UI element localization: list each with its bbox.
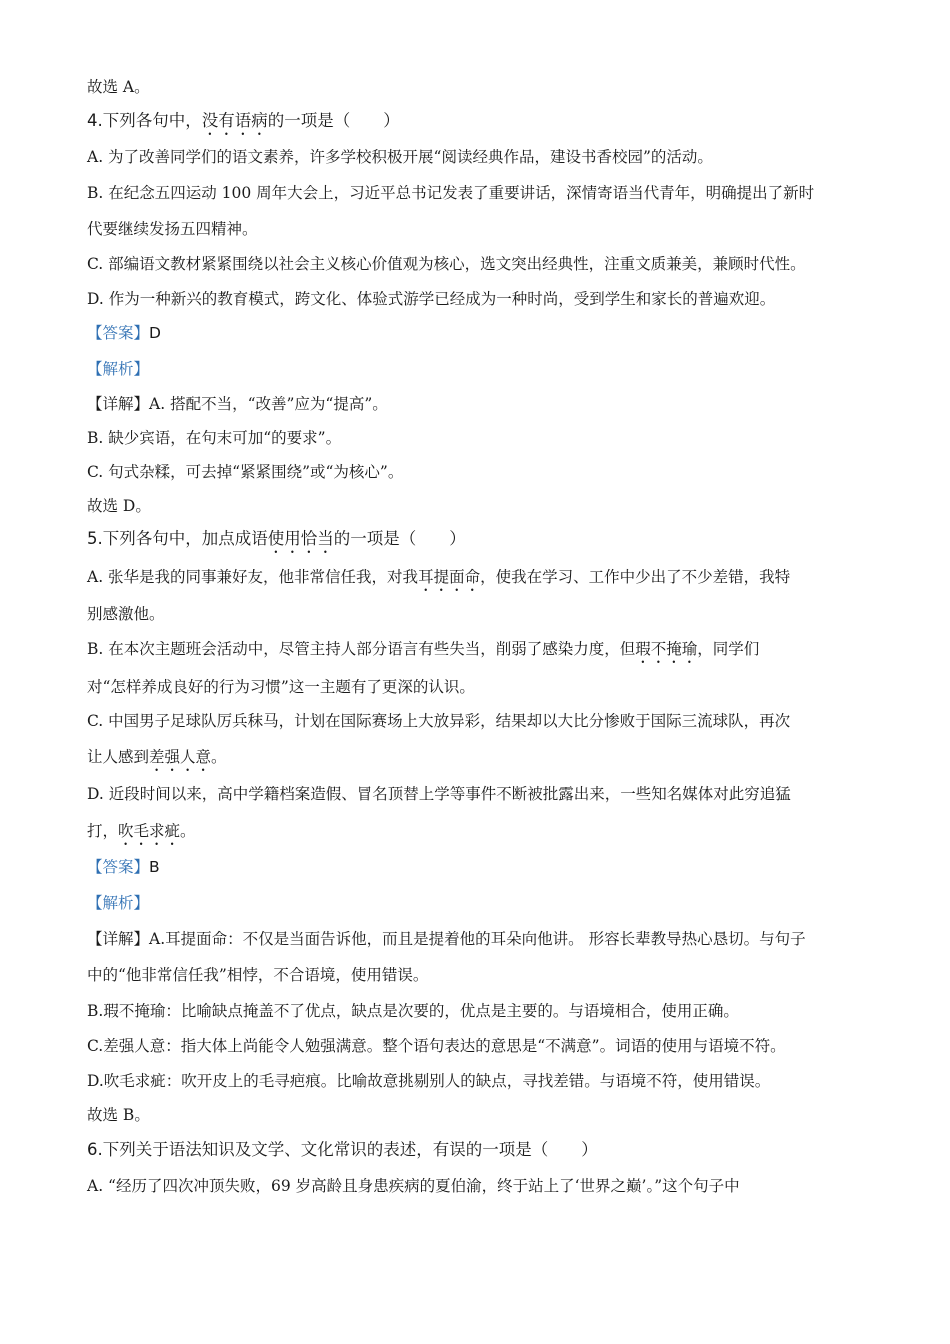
q5-option-b-cont — [87, 676, 475, 698]
q4-option-a — [87, 146, 713, 168]
text: A. 搭配不当，“改善”应为“提高”。 — [149, 395, 388, 413]
text: A. 为了改善同学们的语文素养，许多学校积极开展“阅读经典作品，建设书香校园”的活动。 — [87, 148, 713, 166]
question-4-stem — [87, 110, 400, 139]
text: B. 在本次主题班会活动中，尽管主持人部分语言有些失当，削弱了感染力度，但 — [87, 640, 636, 658]
question-number: 4. — [87, 111, 103, 130]
q4-option-d — [87, 288, 775, 310]
q5-detail-d — [87, 1070, 770, 1092]
text: ，使我在学习、工作中少出了不少差错，我特 — [480, 568, 791, 586]
text: 代要继续发扬五四精神。 — [87, 220, 258, 238]
q4-option-b — [87, 182, 814, 204]
detail-tag: 【详解】 — [87, 930, 150, 948]
text: A. 张华是我的同事兼好友，他非常信任我，对我 — [87, 568, 419, 586]
text: B.瑕不掩瑜：比喻缺点掩盖不了优点，缺点是次要的，优点是主要的。与语境相合，使用正确。 — [87, 1002, 739, 1020]
q5-option-c-cont — [87, 746, 227, 775]
q5-option-a — [87, 566, 790, 595]
text: D. 近段时间以来，高中学籍档案造假、冒名顶替上学等事件不断被批露出来，一些知名媒体对此穷追猛 — [87, 785, 791, 803]
text: D. 作为一种新兴的教育模式，跨文化、体验式游学已经成为一种时尚，受到学生和家长的普遍欢迎。 — [87, 290, 776, 308]
q5-option-d — [87, 783, 791, 805]
q4-answer — [87, 322, 161, 344]
analysis-tag: 【解析】 — [87, 894, 150, 912]
q5-option-c — [87, 710, 790, 732]
question-number: 5. — [87, 529, 103, 548]
text: 。 — [180, 822, 196, 840]
q4-option-c — [87, 253, 806, 275]
conclusion-q3 — [87, 76, 150, 98]
text: 下列关于语法知识及文学、文化常识的表述，有误的一项是（ ） — [102, 1140, 598, 1159]
answer-value: B — [149, 858, 160, 876]
text: 别感激他。 — [87, 605, 165, 623]
q5-detail-b — [87, 1000, 739, 1022]
analysis-tag: 【解析】 — [87, 360, 150, 378]
conclusion-q5 — [87, 1104, 150, 1126]
q5-option-b — [87, 638, 759, 667]
emphasized-idiom: 差强人意 — [149, 748, 212, 766]
text: 故选 A。 — [87, 78, 150, 96]
answer-value: D — [149, 324, 161, 342]
text: 故选 D。 — [87, 497, 151, 515]
detail-tag: 【详解】 — [87, 395, 150, 413]
q5-option-d-cont — [87, 820, 196, 849]
text: D.吹毛求疵：吹开皮上的毛寻疤痕。比喻故意挑剔别人的缺点，寻找差错。与语境不符，使用错误。 — [87, 1072, 771, 1090]
question-number: 6. — [87, 1140, 103, 1159]
text: 。 — [211, 748, 227, 766]
q4-detail-b — [87, 427, 341, 449]
text: A.耳提面命：不仅是当面告诉他，而且是提着他的耳朵向他讲。 形容长辈教导热心恳切。与句子 — [149, 930, 806, 948]
emphasized-text: 使用恰当 — [267, 529, 334, 548]
text: C. 中国男子足球队厉兵秣马，计划在国际赛场上大放异彩，结果却以大比分惨败于国际三流球队，再次 — [87, 712, 791, 730]
text: C.差强人意：指大体上尚能令人勉强满意。整个语句表达的意思是“不满意”。词语的使用与语境不符。 — [87, 1037, 786, 1055]
text: 的一项是（ ） — [267, 111, 400, 130]
text: B. 在纪念五四运动 100 周年大会上，习近平总书记发表了重要讲话，深情寄语当代青年，明确提出了新时 — [87, 184, 815, 202]
text: C. 句式杂糅，可去掉“紧紧围绕”或“为核心”。 — [87, 463, 404, 481]
text: 下列各句中，加点成语 — [102, 529, 268, 548]
text: 下列各句中， — [102, 111, 202, 130]
text: ，同学们 — [697, 640, 760, 658]
text: C. 部编语文教材紧紧围绕以社会主义核心价值观为核心，选文突出经典性，注重文质兼美，兼顾时代性。 — [87, 255, 806, 273]
conclusion-q4 — [87, 495, 151, 517]
text: 对“怎样养成良好的行为习惯”这一主题有了更深的认识。 — [87, 678, 475, 696]
emphasized-idiom: 耳提面命 — [418, 568, 481, 586]
q5-detail-a — [87, 928, 806, 950]
emphasized-idiom: 吹毛求疵 — [118, 822, 181, 840]
q5-analysis-tag — [87, 892, 149, 914]
question-6-stem — [87, 1139, 598, 1161]
q6-option-a — [87, 1175, 740, 1197]
question-5-stem — [87, 528, 466, 557]
emphasized-text: 没有语病 — [201, 111, 268, 130]
text: B. 缺少宾语，在句末可加“的要求”。 — [87, 429, 342, 447]
emphasized-idiom: 瑕不掩瑜 — [635, 640, 698, 658]
q4-detail-a — [87, 393, 388, 415]
text: 让人感到 — [87, 748, 150, 766]
answer-tag: 【答案】 — [87, 324, 150, 342]
q4-option-b-cont — [87, 218, 258, 240]
q5-detail-c — [87, 1035, 786, 1057]
text: 故选 B。 — [87, 1106, 150, 1124]
text: 打， — [87, 822, 119, 840]
q5-option-a-cont — [87, 603, 165, 625]
text: 中的“他非常信任我”相悖，不合语境，使用错误。 — [87, 966, 429, 984]
q5-detail-a-cont — [87, 964, 428, 986]
answer-tag: 【答案】 — [87, 858, 150, 876]
text: A. “经历了四次冲顶失败，69 岁高龄且身患疾病的夏伯渝，终于站上了‘世界之巅’。”这个句子中 — [87, 1177, 740, 1195]
q4-analysis-tag — [87, 358, 149, 380]
q5-answer — [87, 856, 160, 878]
text: 的一项是（ ） — [333, 529, 466, 548]
q4-detail-c — [87, 461, 403, 483]
